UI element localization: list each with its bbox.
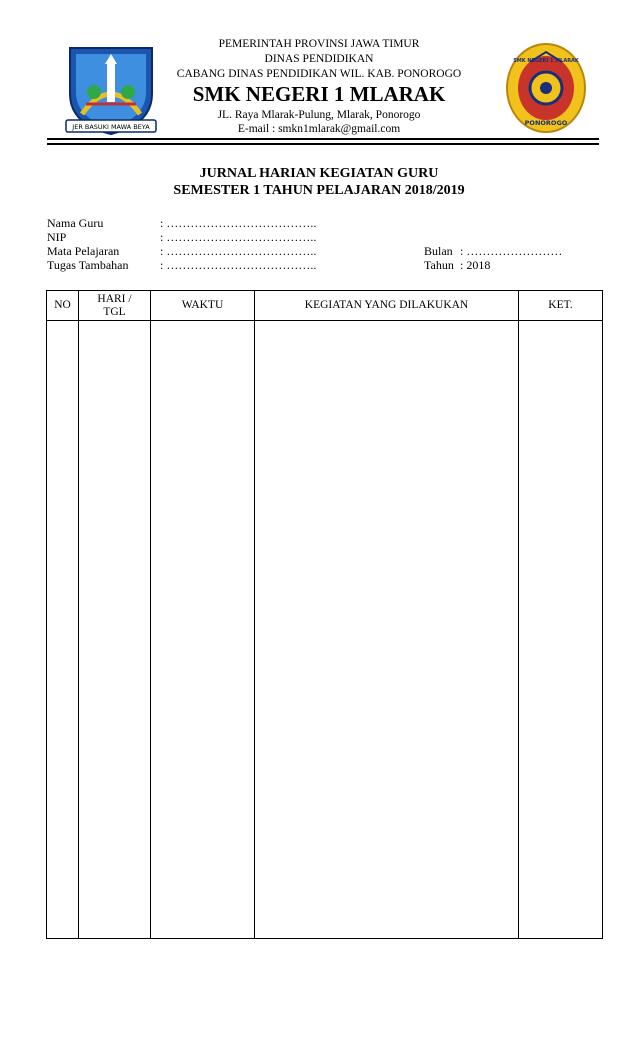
col-ket-header: KET. — [519, 291, 603, 321]
journal-table — [46, 290, 603, 939]
journal-title: JURNAL HARIAN KEGIATAN GURU — [199, 166, 439, 181]
school-name: SMK NEGERI 1 MLARAK — [192, 82, 446, 106]
journal-semester: SEMESTER 1 TAHUN PELAJARAN 2018/2019 — [173, 183, 465, 198]
svg-text:JER BASUKI MAWA BEYA: JER BASUKI MAWA BEYA — [72, 123, 150, 131]
nama-guru-field[interactable]: : ……………………………….. — [160, 216, 317, 230]
nip-label: NIP — [47, 230, 67, 244]
tugas-tambahan-label: Tugas Tambahan — [47, 258, 129, 272]
col-kegiatan-header: KEGIATAN YANG DILAKUKAN — [255, 291, 519, 321]
header-government-line: PEMERINTAH PROVINSI JAWA TIMUR — [218, 38, 420, 50]
svg-text:SMK NEGERI 1 MLARAK: SMK NEGERI 1 MLARAK — [513, 58, 579, 64]
nama-guru-label: Nama Guru — [47, 216, 104, 230]
header-double-rule — [47, 134, 599, 148]
mata-pelajaran-label: Mata Pelajaran — [47, 244, 120, 258]
header-branch-line: CABANG DINAS PENDIDIKAN WIL. KAB. PONOROGO — [176, 68, 462, 80]
school-address: JL. Raya Mlarak-Pulung, Mlarak, Ponorogo — [217, 109, 421, 121]
cell-ket[interactable] — [519, 321, 603, 939]
nip-field[interactable]: : ……………………………….. — [160, 230, 317, 244]
tahun-field[interactable]: : 2018 — [460, 258, 491, 272]
bulan-field[interactable]: : …………………… — [460, 244, 563, 258]
table-header-row — [47, 291, 603, 321]
table-row — [47, 321, 603, 939]
tugas-tambahan-field[interactable]: : ……………………………….. — [160, 258, 317, 272]
header-department-line: DINAS PENDIDIKAN — [264, 53, 374, 65]
school-email: E-mail : smkn1mlarak@gmail.com — [237, 123, 401, 135]
cell-kegiatan[interactable] — [255, 321, 519, 939]
tahun-label: Tahun — [424, 258, 454, 272]
col-hari-tgl-header: HARI / TGL — [79, 291, 151, 321]
col-no-header: NO — [47, 291, 79, 321]
cell-no[interactable] — [47, 321, 79, 939]
cell-waktu[interactable] — [151, 321, 255, 939]
mata-pelajaran-field[interactable]: : ……………………………….. — [160, 244, 317, 258]
cell-hari-tgl[interactable] — [79, 321, 151, 939]
col-waktu-header: WAKTU — [151, 291, 255, 321]
bulan-label: Bulan — [424, 244, 453, 258]
svg-text:PONOROGO: PONOROGO — [524, 119, 568, 127]
